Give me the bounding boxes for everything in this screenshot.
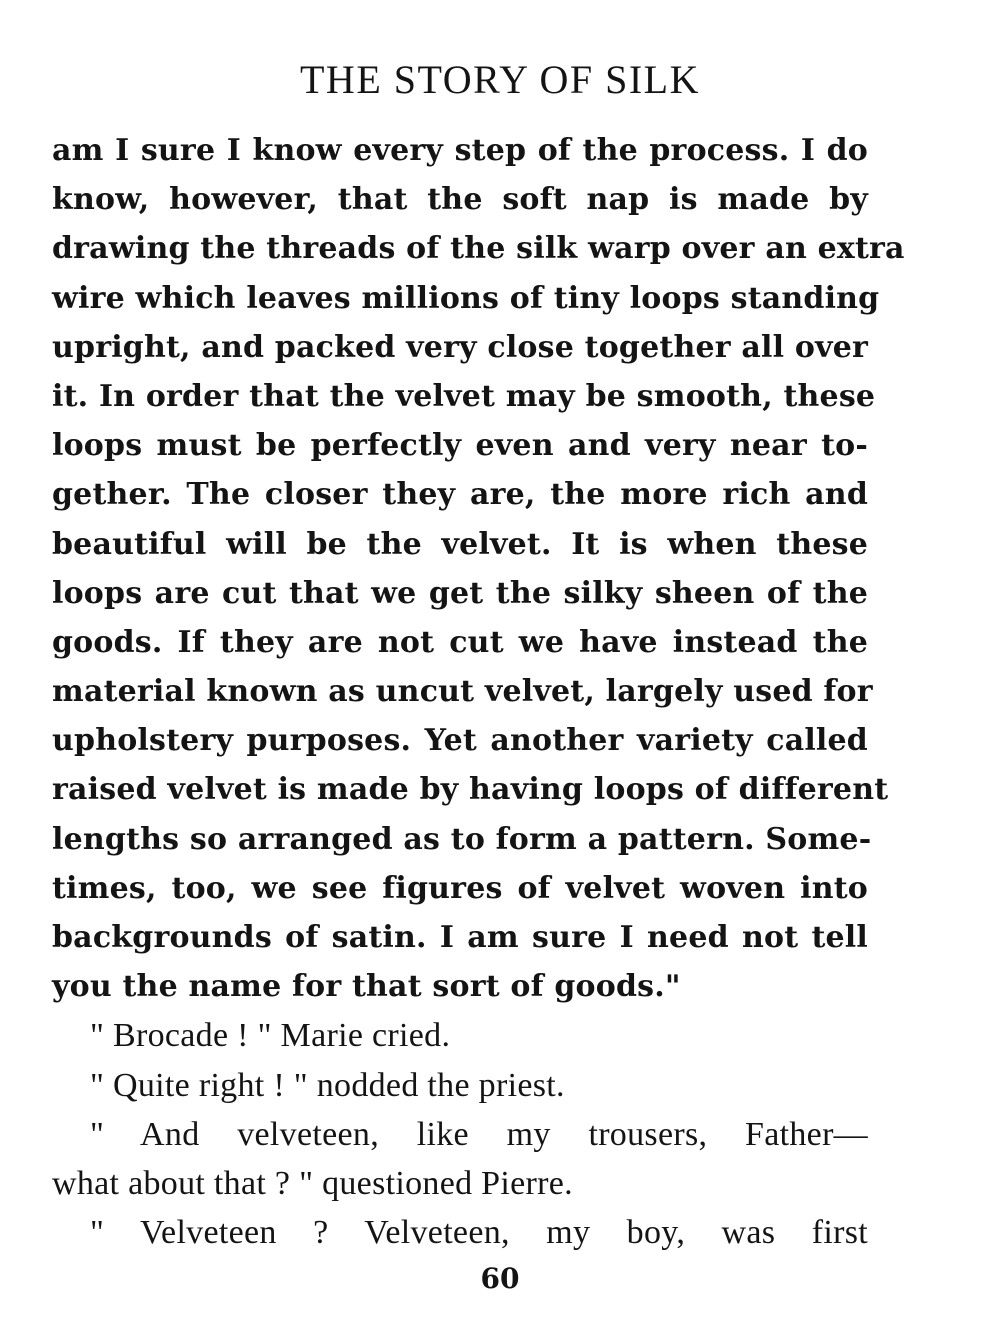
dialogue-line: " Velveteen ? Velveteen, my boy, was first (90, 1214, 868, 1252)
page-number: 60 (480, 1262, 520, 1295)
dialogue-line: " And velveteen, like my trousers, Father— (90, 1115, 868, 1153)
text-line: upright, and packed very close together all over (52, 329, 869, 365)
text-line: upholstery purposes. Yet another variety called (52, 723, 868, 759)
text-line: lengths so arranged as to form a pattern. Some- (52, 821, 872, 857)
text-line: know, however, that the soft nap is made by (52, 182, 868, 218)
text-line: am I sure I know every step of the process. I do (52, 133, 868, 168)
dialogue-line: what about that ? " questioned Pierre. (52, 1164, 573, 1202)
body-text (52, 126, 905, 1257)
text-line: gether. The closer they are, the more rich and (52, 477, 868, 513)
text-line: backgrounds of satin. I am sure I need not tell (52, 920, 868, 955)
text-line: loops must be perfectly even and very near to- (52, 428, 868, 464)
text-line: beautiful will be the velvet. It is when these (52, 526, 868, 562)
dialogue-line: " Quite right ! " nodded the priest. (90, 1066, 565, 1104)
text-line: drawing the threads of the silk warp over an extra (52, 231, 905, 267)
running-head: THE STORY OF SILK (300, 57, 700, 102)
text-line: goods. If they are not cut we have instead the (52, 624, 868, 660)
text-line: wire which leaves millions of tiny loops standing (52, 280, 880, 316)
text-line: loops are cut that we get the silky sheen of the (52, 575, 868, 611)
text-line: raised velvet is made by having loops of different (52, 772, 889, 808)
text-line: times, too, we see figures of velvet woven into (52, 870, 868, 906)
dialogue-line: " Brocade ! " Marie cried. (90, 1017, 451, 1055)
text-line: you the name for that sort of goods." (52, 969, 681, 1005)
text-line: it. In order that the velvet may be smooth, these (52, 378, 876, 414)
text-line: material known as uncut velvet, largely used for (52, 674, 873, 710)
